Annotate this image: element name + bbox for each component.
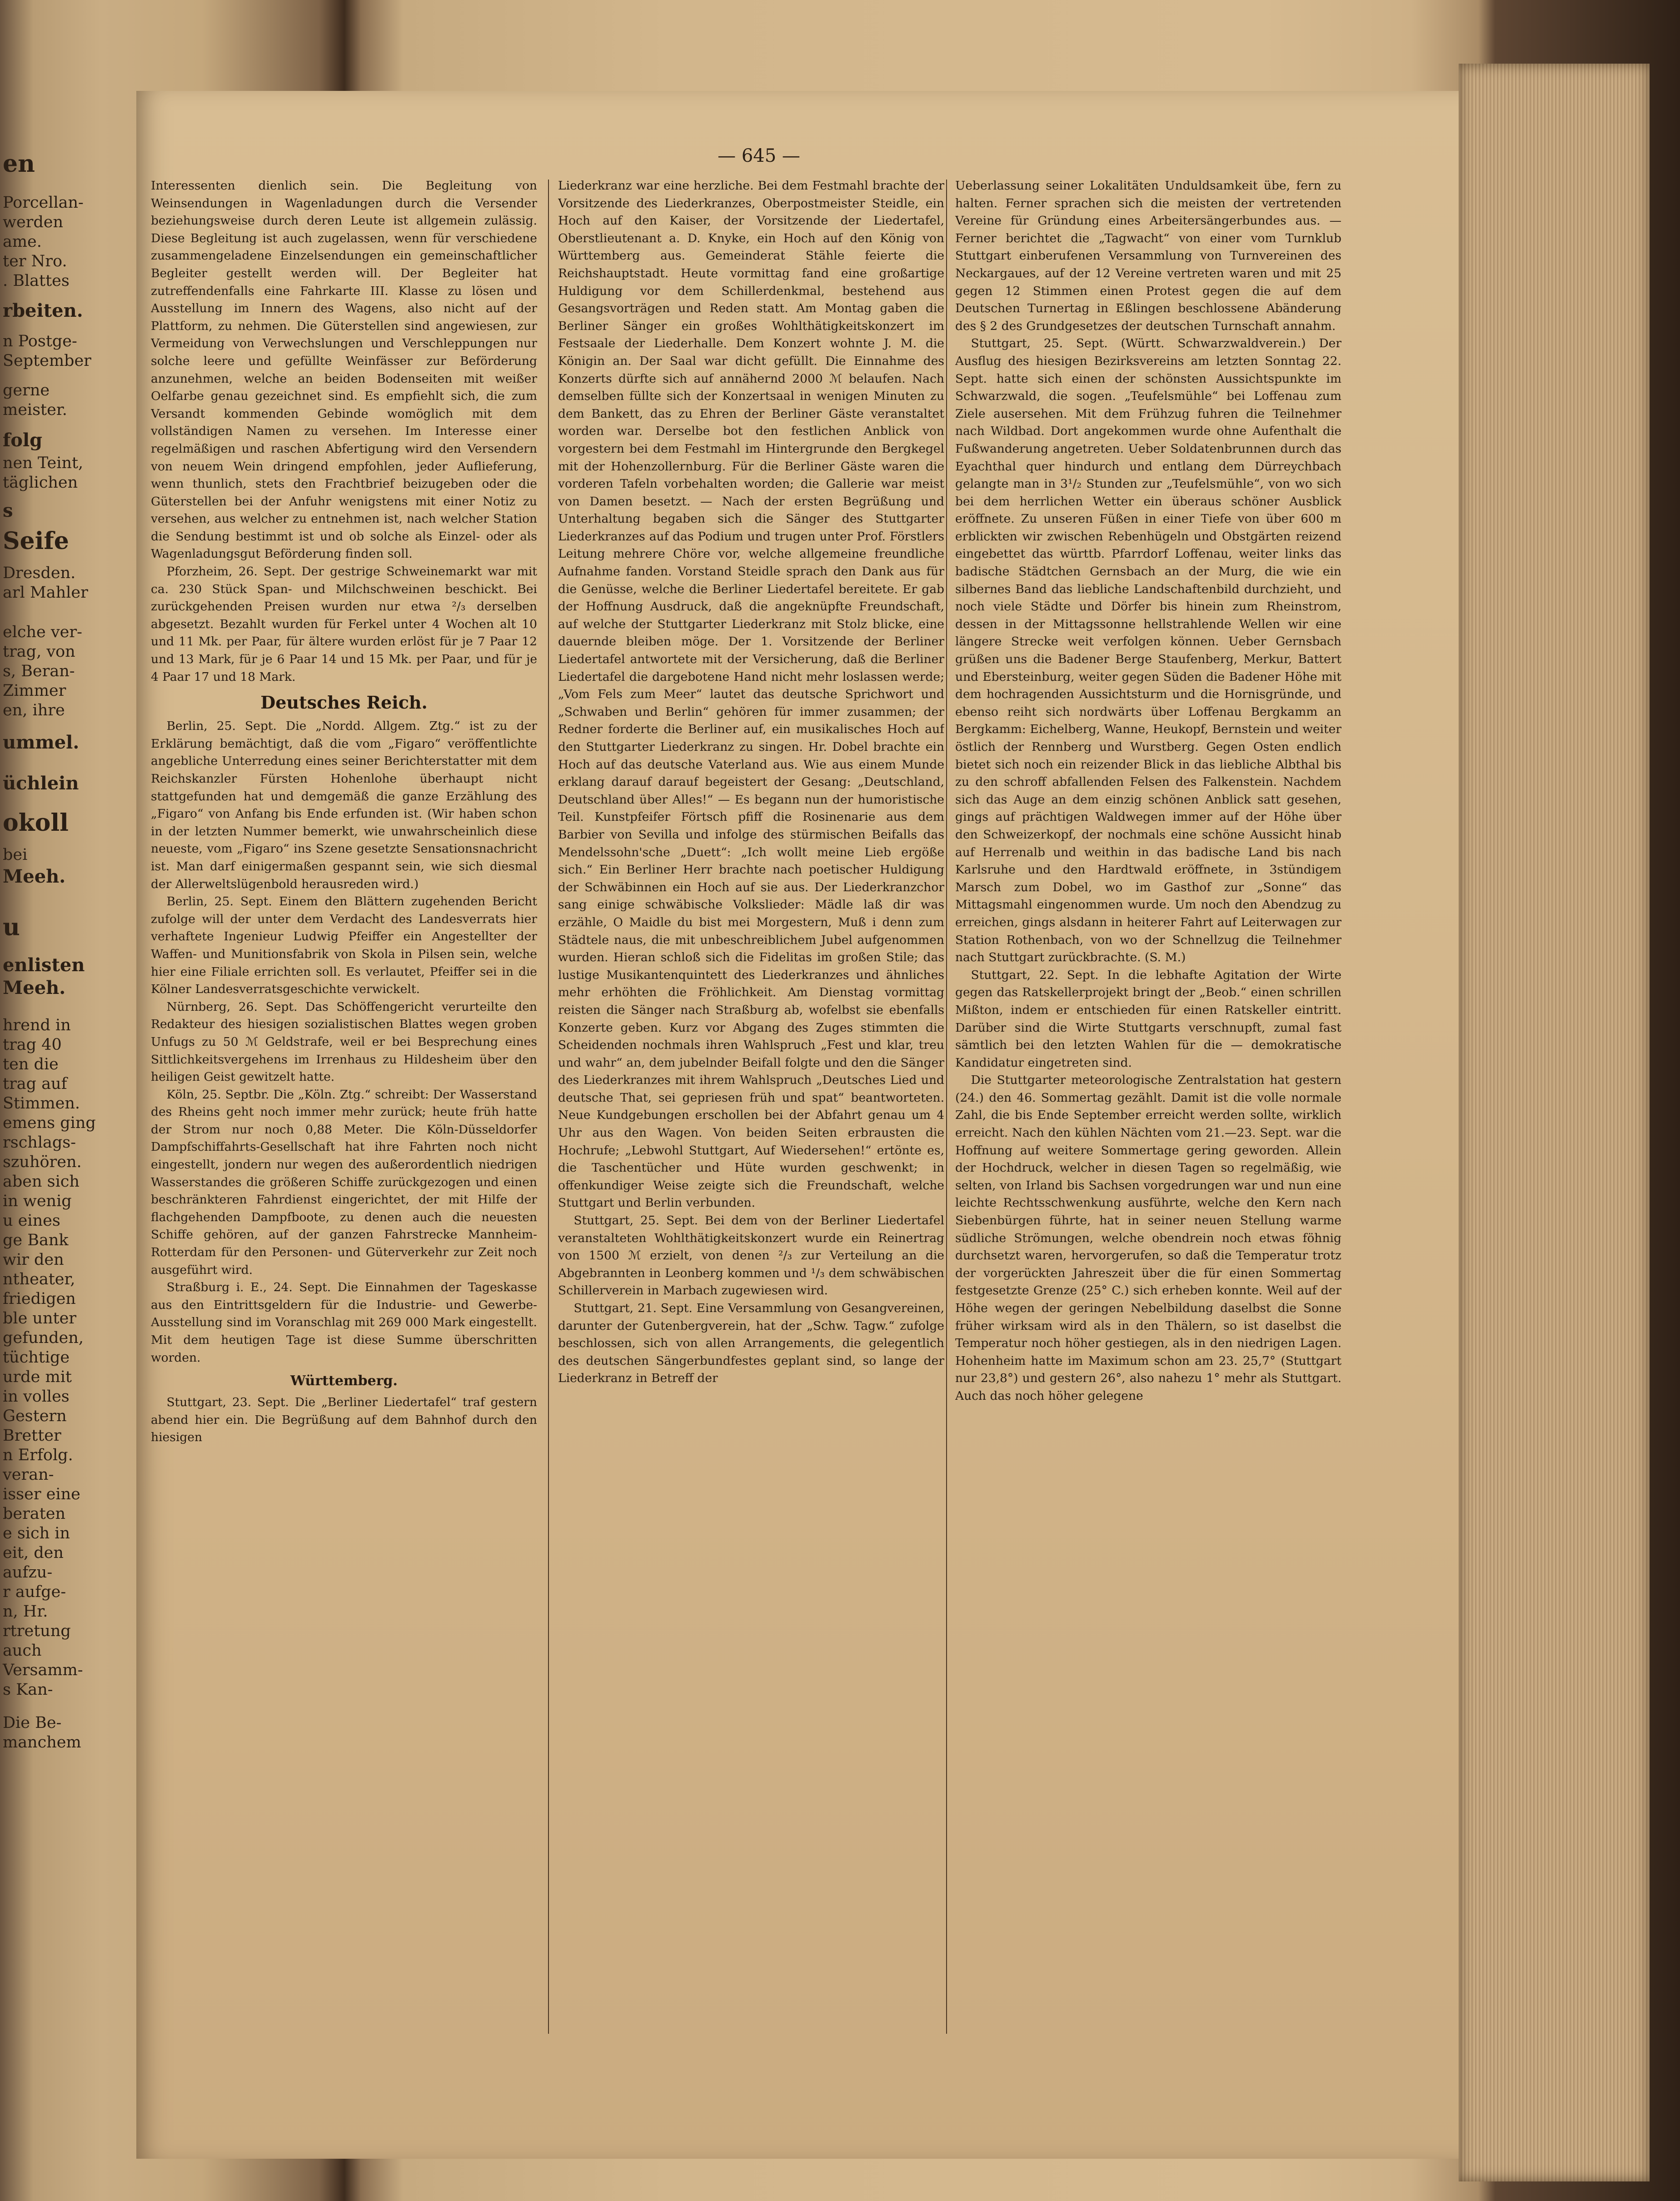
- left-page-line: trag, von: [3, 643, 75, 661]
- left-page-line: n Erfolg.: [3, 1446, 73, 1464]
- left-page-line: nen Teint,: [3, 454, 84, 472]
- column-3: [955, 177, 1341, 2041]
- left-page-line: urde mit: [3, 1368, 72, 1386]
- left-page-line: en: [3, 150, 35, 178]
- left-page-line: aben sich: [3, 1173, 80, 1191]
- left-page-line: rbeiten.: [3, 300, 83, 321]
- left-page-line: ten die: [3, 1055, 59, 1073]
- left-page-line: s: [3, 500, 13, 521]
- article-paragraph: Nürnberg, 26. Sept. Das Schöffengericht verurteilte den Redakteur des hiesigen sozialistischen Blattes wegen groben Unfugs zu 50 ℳ Geldstrafe, weil er bei Besprechung eines Sittlichkeitsvergehens im Irrenhaus zu Hildesheim über den heiligen Geist gewitzelt hatte.: [151, 999, 537, 1084]
- left-page-fragment: [0, 150, 114, 2059]
- left-page-line: Porcellan-: [3, 194, 84, 212]
- left-page-line: Meeh.: [3, 977, 66, 998]
- article-paragraph: Straßburg i. E., 24. Sept. Die Einnahmen der Tageskasse aus den Eintrittsgeldern für die Industrie- und Gewerbe-Ausstellung sind im Voranschlag mit 269 000 Mark eingestellt. Mit dem heutigen Tage ist diese Summe überschritten worden.: [151, 1280, 537, 1365]
- article-paragraph: Die Stuttgarter meteorologische Zentralstation hat gestern (24.) den 46. Sommertag gezählt. Damit ist die volle normale Zahl, die bis Ende September erreicht werden sollte, wirklich erreicht. Nach den kühlen Nächten vom 21.—23. Sept. war die Hoffnung auf weitere Sommertage gering geworden. Allein der Hochdruck, welcher in diesen Tagen so regelmäßig, wie selten, von Irland bis Sachsen vorgedrungen war und nun eine leichte Rechtsschwenkung ausführte, welche den Kern nach Siebenbürgen führte, hat in seiner neuen Stellung warme südliche Strömungen, welche obendrein noch etwas föhnig durchsetzt waren, hervorgerufen, so daß die Temperatur trotz der vorgerückten Jahreszeit über die für einen Sommertag festgesetzte Grenze (25° C.) sich erheben konnte. Weil auf der Höhe wegen der geringen Nebelbildung daselbst die Sonne früher wirksam wird als in den Thälern, so ist daselbst die Temperatur noch höher gestiegen, als in den niedrigen Lagen. Hohenheim hatte im Maximum schon am 23. 25,7° (Stuttgart nur 23,8°) und gestern 26°, also nahezu 1° mehr als Stuttgart. Auch das noch höher gelegene: [955, 1073, 1341, 1403]
- left-page-line: bei: [3, 846, 28, 864]
- article-paragraph: Stuttgart, 22. Sept. In die lebhafte Agitation der Wirte gegen das Ratskellerprojekt bringt der „Beob.“ einen schrillen Mißton, indem er entschieden für einen Ratskeller eintritt. Darüber sind die Wirte Stuttgarts verschnupft, zumal fast sämtlich bei den letzten Wahlen für die — demokratische Kandidatur eingetreten sind.: [955, 968, 1341, 1070]
- left-page-line: Die Be-: [3, 1714, 62, 1732]
- left-page-line: emens ging: [3, 1114, 96, 1132]
- left-page-line: Versamm-: [3, 1661, 83, 1679]
- column-1: [151, 177, 537, 2041]
- left-page-line: ummel.: [3, 732, 80, 753]
- left-page-line: rtretung: [3, 1622, 71, 1640]
- left-page-line: folg: [3, 429, 43, 451]
- column-2: [558, 177, 944, 2041]
- left-page-line: manchem: [3, 1733, 81, 1752]
- column-rule-2: [946, 180, 947, 2034]
- left-page-line: u eines: [3, 1212, 60, 1230]
- left-page-line: üchlein: [3, 773, 79, 794]
- left-page-line: arl Mahler: [3, 584, 88, 602]
- left-page-line: Meeh.: [3, 866, 66, 887]
- left-page-line: s Kan-: [3, 1681, 53, 1699]
- article-paragraph: Stuttgart, 25. Sept. (Württ. Schwarzwaldverein.) Der Ausflug des hiesigen Bezirksvereins am letzten Sonntag 22. Sept. hatte sich einen der schönsten Aussichtspunkte im Schwarzwald, die sogen. „Teufelsmühle“ bei Loffenau zum Ziele ausersehen. Mit dem Frühzug fuhren die Teilnehmer nach Wildbad. Dort angekommen wurde ohne Aufenthalt die Fußwanderung angetreten. Ueber Soldatenbrunnen durch das Eyachthal quer hindurch und entlang dem Dürreychbach gelangte man in 3¹/₂ Stunden zur „Teufelsmühle“, von wo sich bei dem herrlichen Wetter ein überaus schöner Ausblick eröffnete. Zu unseren Füßen in einer Tiefe von über 600 m erblickten wir zwischen Rebenhügeln und Obstgärten reizend eingebettet das württb. Pfarrdorf Loffenau, weiter links das badische Städtchen Gernsbach an der Murg, die wie ein silbernes Band das liebliche Landschaftenbild durchzieht, und noch viele Städte und Dörfer bis hinein zum Rheinstrom, dessen in der Mittagssonne hellstrahlende Wellen wir eine längere Strecke weit verfolgen können. Ueber Gernsbach grüßen uns die Badener Berge Staufenberg, Merkur, Battert und Ebersteinburg, weiter gegen Süden die Badener Höhe mit dem hochragenden Aussichtsturm und die Hornisgründe, und ebenso reiht sich nordwärts über Loffenau Bergkamm an Bergkamm: Eichelberg, Wanne, Heukopf, Bernstein und weiter östlich der Rennberg und Wurstberg. Gegen Osten endlich bietet sich noch ein reizender Blick in das liebliche Albthal bis zu den schroff abfallenden Felsen des Falkenstein. Nachdem sich das Auge an dem einzig schönen Anblick satt gesehen, gings auf prächtigen Waldwegen immer auf der Höhe über den Schweizerkopf, der nochmals eine schöne Aussicht hinab auf Herrenalb und weithin in das badische Land bis nach Karlsruhe und den Hardtwald eröffnete, in 3stündigem Marsch zum Dobel, wo im Gasthof zur „Sonne“ das Mittagsmahl eingenommen wurde. Um noch den Abendzug zu erreichen, gings alsdann in heiterer Fahrt auf Leiterwagen zur Station Rothenbach, von wo der Schnellzug die Teilnehmer nach Stuttgart zurückbrachte. (S. M.): [955, 336, 1341, 965]
- left-page-line: trag auf: [3, 1075, 67, 1093]
- left-page-line: aufzu-: [3, 1563, 53, 1582]
- left-page-line: tüchtige: [3, 1348, 70, 1367]
- left-page-line: Dresden.: [3, 564, 76, 582]
- column-rule-1: [548, 180, 549, 2034]
- left-page-line: u: [3, 913, 20, 941]
- left-page-line: täglichen: [3, 474, 78, 492]
- article-paragraph: Stuttgart, 23. Sept. Die „Berliner Liedertafel“ traf gestern abend hier ein. Die Begrüßung auf dem Bahnhof durch den hiesigen: [151, 1395, 537, 1445]
- left-page-line: beraten: [3, 1505, 66, 1523]
- left-page-line: r aufge-: [3, 1583, 66, 1601]
- page-number: — 645 —: [718, 145, 800, 166]
- left-page-line: elche ver-: [3, 623, 82, 641]
- left-page-line: trag 40: [3, 1036, 62, 1054]
- article-paragraph: Interessenten dienlich sein. Die Begleitung von Weinsendungen in Wagenladungen durch die Versender beziehungsweise durch deren Leute ist allgemein zulässig. Diese Begleitung ist auch zugelassen, wenn für verschiedene zusammengeladene Einzelsendungen ein gemeinschaftlicher Begleiter gestellt werden will. Der Begleiter hat zutreffendenfalls eine Fahrkarte III. Klasse zu lösen und Ausstellung im Innern des Wagens, also nicht auf der Plattform, zu nehmen. Die Güterstellen sind angewiesen, zur Vermeidung von Verwechslungen und Verschleppungen nur solche leere und gefüllte Weinfässer zur Beförderung anzunehmen, welche an beiden Bodenseiten mit weißer Oelfarbe genau gezeichnet sind. Es empfiehlt sich, die zum Versandt kommenden Gebinde womöglich mit dem vollständigen Namen zu versehen. Im Interesse einer regelmäßigen und raschen Abfertigung wird den Versendern von neuem Wein dringend empfohlen, jeder Auflieferung, wenn thunlich, stets den Frachtbrief beizugeben oder die Güterstellen bei der Anfuhr wenigstens mit einer Notiz zu versehen, aus welcher zu entnehmen ist, nach welcher Station die Sendung bestimmt ist und ob solche als Einzel- oder als Wagenladungsgut Beförderung finden soll.: [151, 179, 537, 561]
- left-page-line: ame.: [3, 233, 42, 251]
- left-page-line: isser eine: [3, 1485, 80, 1503]
- left-page-line: friedigen: [3, 1290, 76, 1308]
- article-paragraph: Stuttgart, 21. Sept. Eine Versammlung von Gesangvereinen, darunter der Gutenbergverein, hat der „Schw. Tagw.“ zufolge beschlossen, sich von allen Arrangements, die gelegentlich des deutschen Sängerbundfestes geplant sind, so lange der Liederkranz in Betreff der: [558, 1301, 944, 1386]
- left-page-line: gerne: [3, 381, 50, 399]
- article-paragraph: Köln, 25. Septbr. Die „Köln. Ztg.“ schreibt: Der Wasserstand des Rheins geht noch immer mehr zurück; heute früh hatte der Strom nur noch 0,88 Meter. Die Köln-Düsseldorfer Dampfschiffahrts-Gesellschaft hat ihre Fahrten noch nicht eingestellt, jondern nur wegen des außerordentlich niedrigen Wasserstandes die größeren Schiffe zurückgezogen und einen beschränkteren Fahrdienst eingerichtet, der mit Hilfe der flachgehenden Dampfboote, zu denen auch die neuesten Schiffe gehören, auf der ganzen Fahrstrecke Mannheim-Rotterdam für den Personen- und Güterverkehr zur Zeit noch ausgeführt wird.: [151, 1087, 537, 1277]
- section-heading: Deutsches Reich.: [260, 692, 428, 713]
- left-page-line: Zimmer: [3, 682, 66, 700]
- page-edges: [1459, 64, 1650, 2181]
- left-page-line: auch: [3, 1642, 42, 1660]
- article-paragraph: Berlin, 25. Sept. Die „Nordd. Allgem. Ztg.“ ist zu der Erklärung bemächtigt, daß die vom „Figaro“ veröffentlichte angebliche Unterredung eines seiner Berichterstatter mit dem Reichskanzler Fürsten Hohenlohe überhaupt nicht stattgefunden hat und demgemäß die ganze Erzählung des „Figaro“ von Anfang bis Ende erfunden ist. (Wir haben schon in der letzten Nummer bemerkt, wie unwahrscheinlich diese neueste, vom „Figaro“ ins Szene gesetzte Sensationsnachricht ist. Man darf einigermaßen gespannt sein, wie sich diesmal der Allerweltslügenbold herausreden wird.): [151, 719, 537, 891]
- article-paragraph: Ueberlassung seiner Lokalitäten Unduldsamkeit übe, fern zu halten. Ferner sprachen sich die meisten der vertretenden Vereine für Gründung eines Arbeitersängerbundes aus. — Ferner berichtet die „Tagwacht“ von einer vom Turnklub Stuttgart einberufenen Versammlung von Turnvereinen des Neckargaues, auf der 12 Vereine vertreten waren und mit 25 gegen 12 Stimmen einen Protest gegen die auf dem Deutschen Turnertag in Eßlingen beschlossene Abänderung des § 2 des Grundgesetzes der deutschen Turnschaft annahm.: [955, 179, 1341, 333]
- left-page-line: enlisten: [3, 954, 85, 976]
- left-page-line: in wenig: [3, 1192, 72, 1210]
- left-page-line: veran-: [3, 1466, 54, 1484]
- left-page-line: in volles: [3, 1387, 70, 1406]
- article-paragraph: Liederkranz war eine herzliche. Bei dem Festmahl brachte der Vorsitzende des Liederkranzes, Oberpostmeister Steidle, ein Hoch auf den Kaiser, der Vorsitzende der Liedertafel, Oberstlieutenant a. D. Knyke, ein Hoch auf den König von Württemberg aus. Gemeinderat Stähle feierte die Reichshauptstadt. Heute vormittag fand eine großartige Huldigung vor dem Schillerdenkmal, bestehend aus Gesangsvorträgen und Reden statt. Am Montag gaben die Berliner Sänger ein großes Wohlthätigkeitskonzert im Festsaale der Liederhalle. Dem Konzert wohnte J. M. die Königin an. Der Saal war dicht gefüllt. Die Einnahme des Konzerts dürfte sich auf annähernd 2000 ℳ belaufen. Nach demselben füllte sich der Konzertsaal in wenigen Minuten zu dem Bankett, das zu Ehren der Berliner Gäste veranstaltet worden war. Derselbe bot den festlichen Anblick von vorgestern bei dem Festmahl im Hintergrunde den Bergkegel mit der Hohenzollernburg. Für die Berliner Gäste waren die vorderen Tafeln vorbehalten worden; die Gallerie war meist von Damen besetzt. — Nach der ersten Begrüßung und Unterhaltung begaben sich die Sänger des Stuttgarter Liederkranzes auf das Podium und trugen unter Prof. Förstlers Leitung mehrere Chöre vor, welche allgemeine freundliche Aufnahme fanden. Vorstand Steidle sprach den Dank aus für die Genüsse, welche die Berliner Liedertafel bereitete. Er gab der Hoffnung Ausdruck, daß die angeknüpfte Freundschaft, auf welche der Stuttgarter Liederkranz mit Stolz blicke, eine dauernde bleiben möge. Der 1. Vorsitzende der Berliner Liedertafel antwortete mit der Versicherung, daß die Berliner Liedertafel die dargebotene Hand nicht mehr loslassen werde; „Vom Fels zum Meer“ lautet das deutsche Sprichwort und „Schwaben und Berlin“ gehören für immer zusammen; der Redner forderte die Berliner auf, ein musikalisches Hoch auf den Stuttgarter Liederkranz zu singen. Hr. Dobel brachte ein Hoch auf das deutsche Vaterland aus. Wie aus einem Munde erklang darauf darauf begeistert der Gesang: „Deutschland, Deutschland über Alles!“ — Es begann nun der humoristische Teil. Kunstpfeifer Förtsch pfiff die Rosinenarie aus dem Barbier von Sevilla und infolge des stürmischen Beifalls das Mendelssohn'sche „Duett“: „Ich wollt meine Lieb ergöße sich.“ Ein Berliner Herr brachte nach poetischer Huldigung der Schwäbinnen ein Hoch auf sie aus. Der Liederkranzchor sang einige schwäbische Volkslieder: Mädle laß dir was erzähle, O Maidle du bist mei Morgestern, Muß i denn zum Städtele naus, die mit unbeschreiblichem Jubel aufgenommen wurden. Hieran schloß sich die Fidelitas im großen Stile; das lustige Musikantenquintett des Liederkranzes und ähnliches mehr erhöhten die Fröhlichkeit. Am Dienstag vormittag reisten die Sänger nach Straßburg ab, wofelbst sie ebenfalls Konzerte geben. Kurz vor Abgang des Zuges stimmten die Scheidenden nochmals ihren Wahlspruch „Fest und klar, treu und wahr“ an, dem jubelnder Beifall folgte und den die Sänger des Liederkranzes mit ihrem Wahlspruch „Deutsches Lied und deutsche That, sei gepriesen früh und spat“ beantworteten. Neue Kundgebungen erschollen bei der Abfahrt genau um 4 Uhr aus den Wagen. Von beiden Seiten erbrausten die Hochrufe; „Lebwohl Stuttgart, Auf Wiedersehen!“ ertönte es, die Taschentücher und Hüte wurden geschwenkt; in offenkundiger Weise zeigte sich die Freundschaft, welche Stuttgart und Berlin verbunden.: [558, 179, 944, 1210]
- left-page-line: . Blattes: [3, 272, 70, 290]
- left-page-line: n, Hr.: [3, 1602, 48, 1621]
- left-page-line: werden: [3, 213, 64, 231]
- left-page-line: e sich in: [3, 1524, 70, 1542]
- left-page-line: s, Beran-: [3, 662, 75, 680]
- article-paragraph: Stuttgart, 25. Sept. Bei dem von der Berliner Liedertafel veranstalteten Wohlthätigkeitskonzert wurde ein Reinertrag von 1500 ℳ erzielt, von denen ²/₃ zur Verteilung an die Abgebrannten in Leonberg kommen und ¹/₃ dem schwäbischen Schillerverein in Marbach zugewiesen wird.: [558, 1213, 944, 1298]
- article-paragraph: Berlin, 25. Sept. Einem den Blättern zugehenden Bericht zufolge will der unter dem Verdacht des Landesverrats hier verhaftete Ingenieur Ludwig Pfeiffer ein Angestellter der Waffen- und Munitionsfabrik von Skola in Pilsen sein, welche hier eine Filiale errichten soll. Es verlautet, Pfeiffer sei in die Kölner Landesverratsgeschichte verwickelt.: [151, 894, 537, 997]
- article-paragraph: Pforzheim, 26. Sept. Der gestrige Schweinemarkt war mit ca. 230 Stück Span- und Milchschweinen beschickt. Bei zurückgehenden Preisen wurden nur etwa ²/₃ derselben abgesetzt. Bezahlt wurden für Ferkel unter 4 Wochen alt 10 und 11 Mk. per Paar, für ältere wurden erlöst für je 7 Paar 12 und 13 Mark, für je 6 Paar 14 und 15 Mk. per Paar, und für je 4 Paar 17 und 18 Mark.: [151, 564, 537, 684]
- left-page-line: rschlags-: [3, 1133, 76, 1152]
- subsection-heading: Württemberg.: [290, 1373, 398, 1389]
- left-page-line: meister.: [3, 401, 67, 419]
- left-page-line: en, ihre: [3, 701, 65, 719]
- left-page-line: September: [3, 352, 91, 370]
- left-page-line: ble unter: [3, 1309, 77, 1328]
- left-page-line: szuhören.: [3, 1153, 82, 1171]
- left-page-line: Gestern: [3, 1407, 67, 1425]
- left-page-line: eit, den: [3, 1544, 64, 1562]
- left-page-line: hrend in: [3, 1016, 71, 1034]
- left-page-line: ter Nro.: [3, 252, 67, 270]
- left-page-line: ge Bank: [3, 1231, 69, 1249]
- left-page-line: Stimmen.: [3, 1094, 80, 1113]
- left-page-line: wir den: [3, 1251, 64, 1269]
- left-page-line: gefunden,: [3, 1329, 84, 1347]
- left-page-line: n Postge-: [3, 332, 77, 350]
- left-page-line: Bretter: [3, 1427, 61, 1445]
- left-page-line: ntheater,: [3, 1270, 75, 1288]
- left-page-line: okoll: [3, 809, 69, 837]
- left-page-line: Seife: [3, 527, 69, 555]
